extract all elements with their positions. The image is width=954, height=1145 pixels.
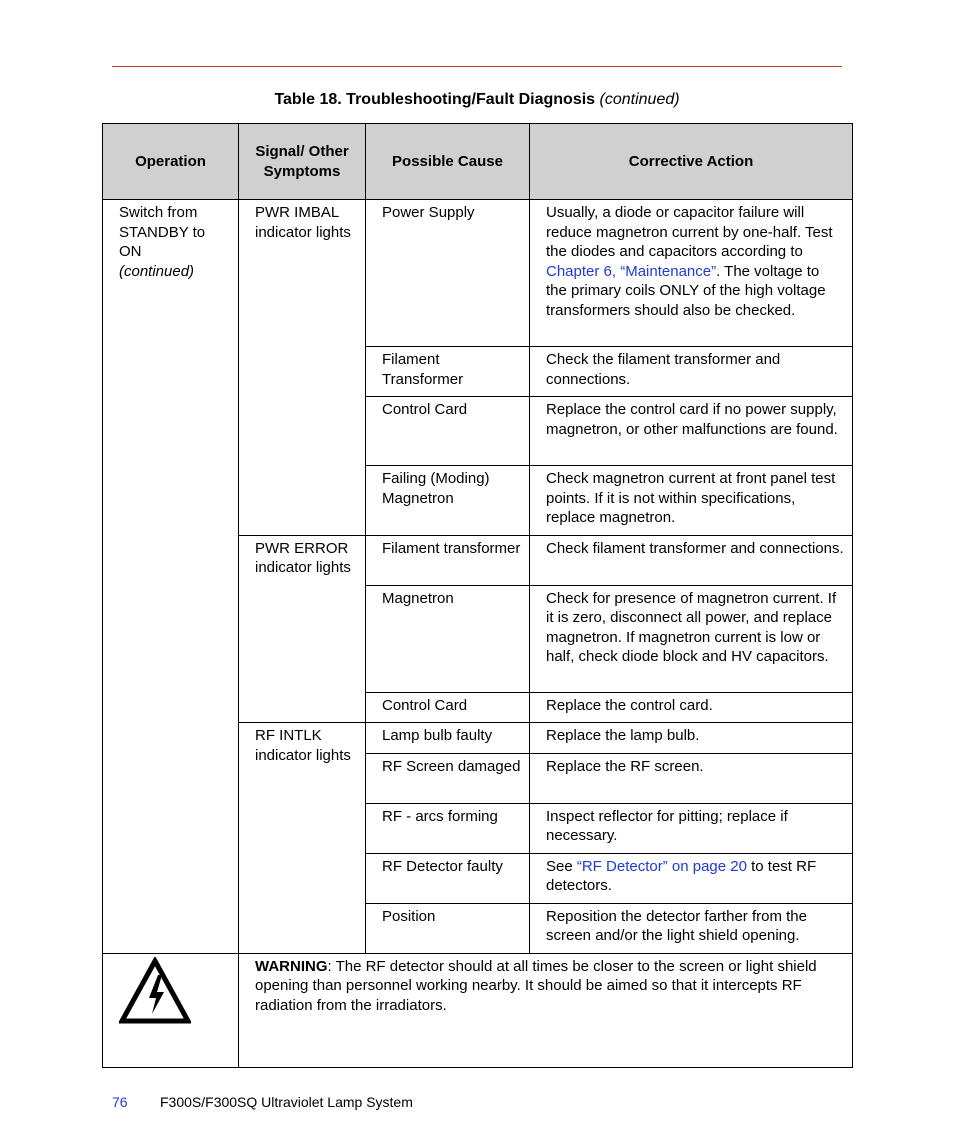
header-rule — [112, 66, 842, 67]
cause-cell: RF Detector faulty — [366, 853, 530, 903]
action-cell — [530, 200, 853, 347]
cause-cell: Control Card — [366, 692, 530, 723]
col-header-action: Corrective Action — [530, 124, 853, 200]
cause-cell: Lamp bulb faulty — [366, 723, 530, 754]
warning-text: : The RF detector should at all times be closer to the screen or light shield opening than personnel working nearby. It should be aimed so that it intercepts RF radiation from the irradiators. — [255, 957, 817, 1014]
col-header-operation: Operation — [103, 124, 239, 200]
cause-cell: Filament Transformer — [366, 347, 530, 397]
col-header-cause: Possible Cause — [366, 124, 530, 200]
table-row — [103, 200, 853, 347]
signal-cell: PWR ERROR indicator lights — [239, 535, 366, 723]
caption-suffix: (continued) — [599, 91, 680, 108]
action-cell: Check the filament transformer and connections. — [530, 347, 853, 397]
warning-icon-cell — [103, 953, 239, 1067]
action-cell — [530, 853, 853, 903]
action-text: to test RF detectors. — [546, 857, 817, 894]
cause-cell: Control Card — [366, 397, 530, 466]
cause-cell: RF Screen damaged — [366, 753, 530, 803]
operation-suffix: (continued) — [119, 262, 195, 280]
cause-cell: Position — [366, 903, 530, 953]
warning-text-cell — [239, 953, 853, 1067]
action-text: See — [546, 857, 577, 875]
action-cell: Check for presence of magnetron current. If it is zero, disconnect all power, and replace magnetron. If magnetron current is low or half, check diode block and HV capacitors. — [530, 585, 853, 692]
col-header-signal: Signal/ Other Symptoms — [239, 124, 366, 200]
operation-cell — [103, 200, 239, 954]
rf-detector-link[interactable]: “RF Detector” on page 20 — [576, 857, 747, 875]
action-cell: Replace the control card. — [530, 692, 853, 723]
signal-cell: PWR IMBAL indicator lights — [239, 200, 366, 536]
operation-label: Switch from STANDBY to ON — [119, 204, 206, 260]
action-cell: Inspect reflector for pitting; replace if necessary. — [530, 803, 853, 853]
troubleshooting-table — [102, 123, 853, 1068]
action-cell: Replace the RF screen. — [530, 753, 853, 803]
action-cell: Replace the lamp bulb. — [530, 723, 853, 754]
page-number: 76 — [112, 1094, 128, 1110]
cause-cell: Magnetron — [366, 585, 530, 692]
action-cell: Replace the control card if no power supply, magnetron, or other malfunctions are found. — [530, 397, 853, 466]
signal-cell: RF INTLK indicator lights — [239, 723, 366, 954]
action-text: . The voltage to the primary coils ONLY of the high voltage transformers should also be checked. — [546, 262, 826, 319]
high-voltage-warning-icon — [119, 957, 191, 1025]
footer-title: F300S/F300SQ Ultraviolet Lamp System — [160, 1094, 413, 1110]
action-cell: Check magnetron current at front panel test points. If it is not within specifications, replace magnetron. — [530, 466, 853, 536]
caption-title: Table 18. Troubleshooting/Fault Diagnosis — [274, 91, 596, 108]
table-header-row — [103, 124, 853, 200]
warning-label: WARNING — [255, 957, 328, 975]
maintenance-chapter-link[interactable]: Chapter 6, “Maintenance” — [546, 262, 717, 280]
cause-cell: Power Supply — [366, 200, 530, 347]
action-cell: Reposition the detector farther from the screen and/or the light shield opening. — [530, 903, 853, 953]
table-caption — [0, 91, 954, 109]
cause-cell: Filament transformer — [366, 535, 530, 585]
cause-cell: Failing (Moding) Magnetron — [366, 466, 530, 536]
cause-cell: RF - arcs forming — [366, 803, 530, 853]
action-cell: Check filament transformer and connections. — [530, 535, 853, 585]
action-text: Usually, a diode or capacitor failure will reduce magnetron current by one-half. Test the diodes and capacitors according to — [546, 204, 833, 260]
warning-row — [103, 953, 853, 1067]
